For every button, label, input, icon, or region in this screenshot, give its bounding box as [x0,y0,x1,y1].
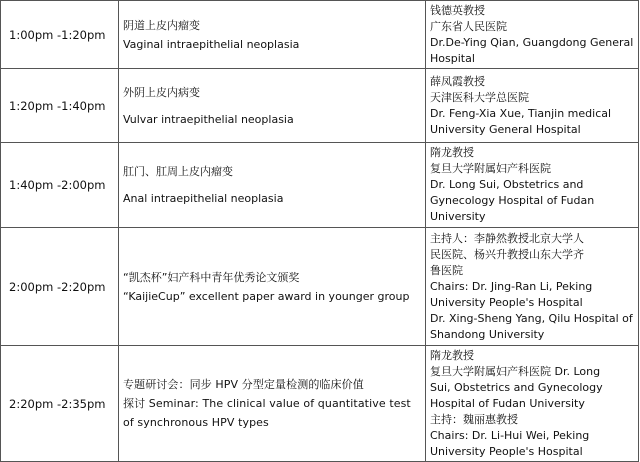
topic-line: 专题研讨会：同步 HPV 分型定量检测的临床价值 [123,378,364,391]
topic-line-cn: 阴道上皮内瘤变 [123,18,200,32]
topic-line: 探讨 Seminar: The clinical value of quantitative test [123,397,411,410]
time-cell: 1:00pm -1:20pm [1,1,119,69]
topic-cell [119,346,426,462]
speaker-cell [426,1,639,69]
speaker-cell [426,346,639,462]
speaker-line: 主持：魏丽惠教授 [430,412,518,426]
speaker-line: Sui, Obstetrics and Gynecology [430,380,603,394]
speaker-line: University People's Hospital [430,295,583,309]
table-row [1,228,639,346]
speaker-line: 隋龙教授 [430,146,474,159]
topic-line-en: Vulvar intraepithelial neoplasia [123,112,294,126]
speaker-cell [426,228,639,346]
speaker-line: Dr. Xing-Sheng Yang, Qilu Hospital of [430,311,633,325]
speaker-cell [426,143,639,228]
topic-line-en: Anal intraepithelial neoplasia [123,192,284,205]
topic-line-cn: 肛门、肛周上皮内瘤变 [123,165,233,178]
speaker-line: Shandong University [430,327,545,341]
speaker-line: 天津医科大学总医院 [430,90,529,104]
time-cell: 2:00pm -2:20pm [1,228,119,346]
table-row [1,69,639,143]
speaker-line: Hospital of Fudan University [430,396,585,410]
speaker-cell [426,69,639,143]
topic-cell [119,228,426,346]
speaker-line: 钱德英教授 [430,3,485,17]
topic-line-cn: 外阴上皮内病变 [123,85,200,99]
speaker-line: Chairs: Dr. Jing-Ran Li, Peking [430,279,593,293]
speaker-line: 广东省人民医院 [430,19,507,33]
topic-line-en: Vaginal intraepithelial neoplasia [123,37,300,51]
time-cell: 1:20pm -1:40pm [1,69,119,143]
time-cell: 1:40pm -2:00pm [1,143,119,228]
speaker-line: 薛凤霞教授 [430,74,485,88]
speaker-line: Dr. Long Sui, Obstetrics and [430,178,584,191]
speaker-line: 鲁医院 [430,263,463,277]
speaker-line: Gynecology Hospital of Fudan [430,194,595,207]
topic-line: of synchronous HPV types [123,416,269,429]
speaker-line: 民医院、杨兴升教授山东大学齐 [430,247,584,261]
speaker-line: Dr. Feng-Xia Xue, Tianjin medical [430,106,612,120]
speaker-line: 复旦大学附属妇产科医院 Dr. Long [430,364,601,378]
speaker-line: University People's Hospital [430,444,583,458]
table-row [1,143,639,228]
table-row [1,1,639,69]
speaker-line: University [430,210,486,223]
speaker-line: University General Hospital [430,122,581,136]
speaker-line: Hospital [430,51,475,65]
speaker-line: Chairs: Dr. Li-Hui Wei, Peking [430,428,590,442]
speaker-line: 复旦大学附属妇产科医院 [430,162,551,175]
speaker-line: 隋龙教授 [430,348,474,362]
topic-cell [119,143,426,228]
topic-cell [119,1,426,69]
speaker-line: 主持人：李静然教授北京大学人 [430,231,584,245]
speaker-line: Dr.De-Ying Qian, Guangdong General [430,35,634,49]
table-row [1,346,639,462]
topic-cell [119,69,426,143]
topic-line-cn: “凯杰杯”妇产科中青年优秀论文颁奖 [123,270,300,284]
topic-line-en: “KaijieCup” excellent paper award in younger group [123,289,410,303]
time-cell: 2:20pm -2:35pm [1,346,119,462]
